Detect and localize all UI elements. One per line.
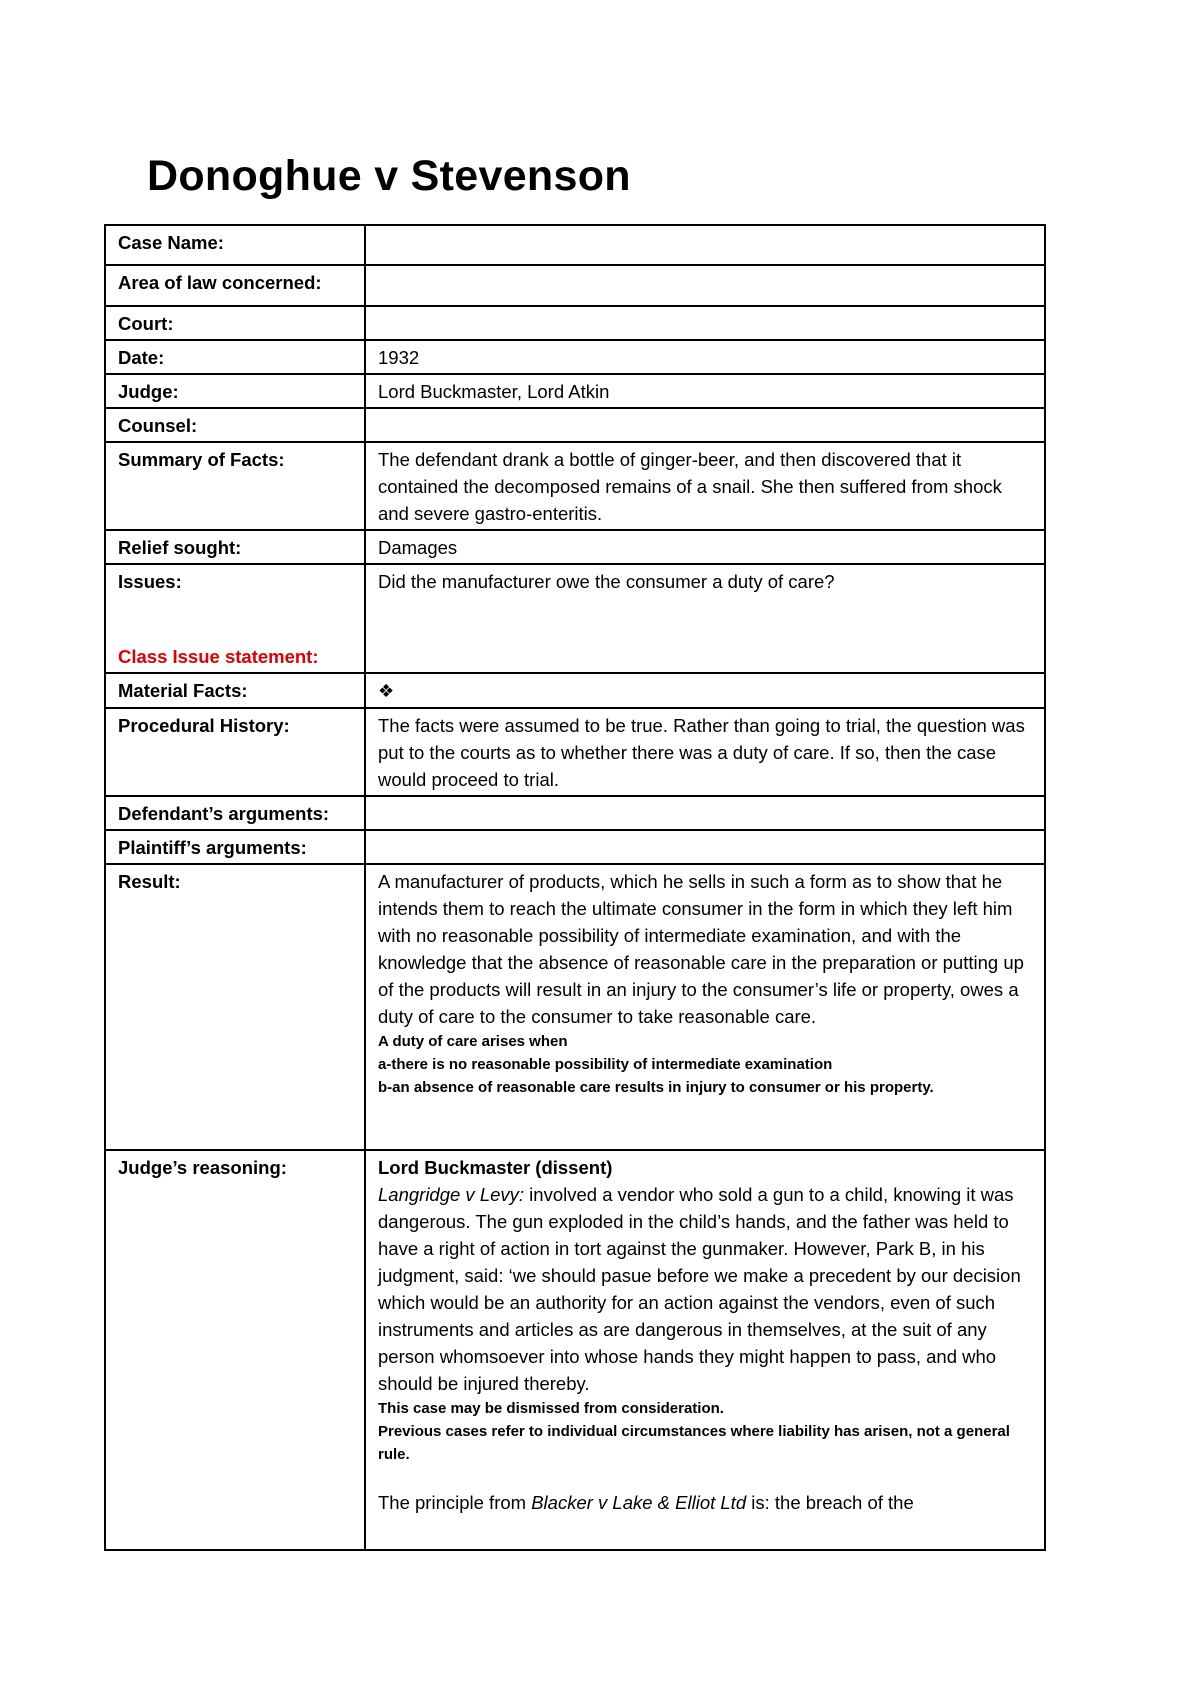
counsel-value: [365, 408, 1045, 442]
table-row: [105, 864, 1045, 1150]
counsel-label: Counsel:: [105, 408, 365, 442]
case-citation: Blacker v Lake & Elliot Ltd: [531, 1492, 747, 1513]
result-cell: [365, 864, 1045, 1150]
material-facts-value: [365, 673, 1045, 708]
table-row: [105, 564, 1045, 673]
court-label: Court:: [105, 306, 365, 340]
summary-of-facts-label: Summary of Facts:: [105, 442, 365, 530]
relief-sought-label: Relief sought:: [105, 530, 365, 564]
table-row: [105, 673, 1045, 708]
spacer: [118, 595, 355, 643]
table-row: [105, 442, 1045, 530]
case-brief-table: [104, 224, 1046, 1551]
area-of-law-value: [365, 265, 1045, 306]
issues-label: Issues:: [118, 571, 182, 592]
spacer: [378, 1466, 1035, 1489]
table-row: [105, 530, 1045, 564]
result-note: A duty of care arises when: [378, 1033, 568, 1050]
judges-reasoning-cell: [365, 1150, 1045, 1550]
issues-value: Did the manufacturer owe the consumer a duty of care?: [365, 564, 1045, 673]
material-facts-label: Material Facts:: [105, 673, 365, 708]
reasoning-heading: Lord Buckmaster (dissent): [378, 1157, 613, 1178]
table-row: [105, 265, 1045, 306]
result-note: b-an absence of reasonable care results in injury to consumer or his property.: [378, 1079, 934, 1096]
table-row: [105, 225, 1045, 265]
defendants-arguments-label: Defendant’s arguments:: [105, 796, 365, 830]
page-title: Donoghue v Stevenson: [147, 152, 631, 200]
table-row: [105, 796, 1045, 830]
plaintiffs-arguments-value: [365, 830, 1045, 864]
plaintiffs-arguments-label: Plaintiff’s arguments:: [105, 830, 365, 864]
judge-value: Lord Buckmaster, Lord Atkin: [365, 374, 1045, 408]
defendants-arguments-value: [365, 796, 1045, 830]
reasoning-note: This case may be dismissed from consideration.: [378, 1400, 724, 1417]
reasoning-text: The principle from: [378, 1492, 532, 1513]
case-name-value: [365, 225, 1045, 265]
result-label: Result:: [105, 864, 365, 1150]
case-citation: Langridge v Levy:: [378, 1184, 525, 1205]
area-of-law-label: Area of law concerned:: [105, 265, 365, 306]
table-row: [105, 408, 1045, 442]
table-row: [105, 708, 1045, 796]
table-row: [105, 830, 1045, 864]
reasoning-text: is: the breach of the: [746, 1492, 914, 1513]
class-issue-statement-label: Class Issue statement:: [118, 646, 319, 667]
result-text: A manufacturer of products, which he sells in such a form as to show that he intends them to reach the ultimate consumer in the form in which they left him with no reasonable possibility of intermediate examination, and with the knowledge that the absence of reasonable care in the preparation or putting up of the products will result in an injury to the consumer’s life or property, owes a duty of care to the consumer to take reasonable care.: [378, 871, 1024, 1027]
relief-sought-value: Damages: [365, 530, 1045, 564]
table-row: [105, 374, 1045, 408]
reasoning-note: Previous cases refer to individual circumstances where liability has arisen, not a general rule.: [378, 1423, 1010, 1463]
case-name-label: Case Name:: [105, 225, 365, 265]
date-label: Date:: [105, 340, 365, 374]
issues-cell: [105, 564, 365, 673]
reasoning-paragraph: [378, 1489, 1035, 1516]
procedural-history-value: The facts were assumed to be true. Rather than going to trial, the question was put to the courts as to whether there was a duty of care. If so, then the case would proceed to trial.: [365, 708, 1045, 796]
diamond-bullet-icon: ❖: [378, 681, 395, 701]
table-row: [105, 306, 1045, 340]
judge-label: Judge:: [105, 374, 365, 408]
result-note: a-there is no reasonable possibility of intermediate examination: [378, 1056, 833, 1073]
table-row: [105, 340, 1045, 374]
reasoning-text: involved a vendor who sold a gun to a child, knowing it was dangerous. The gun exploded in the child’s hands, and the father was held to have a right of action in tort against the gunmaker. However, Park B, in his judgment, said: ‘we should pasue before we make a precedent by our decision which would be an authority for an action against the vendors, even of such instruments and articles as are dangerous in themselves, at the suit of any person whomsoever into whose hands they might happen to pass, and who should be injured thereby.: [378, 1184, 1021, 1394]
date-value: 1932: [365, 340, 1045, 374]
summary-of-facts-value: The defendant drank a bottle of ginger-beer, and then discovered that it contained the decomposed remains of a snail. She then suffered from shock and severe gastro-enteritis.: [365, 442, 1045, 530]
court-value: [365, 306, 1045, 340]
table-row: [105, 1150, 1045, 1550]
reasoning-paragraph: [378, 1181, 1035, 1397]
procedural-history-label: Procedural History:: [105, 708, 365, 796]
judges-reasoning-label: Judge’s reasoning:: [105, 1150, 365, 1550]
